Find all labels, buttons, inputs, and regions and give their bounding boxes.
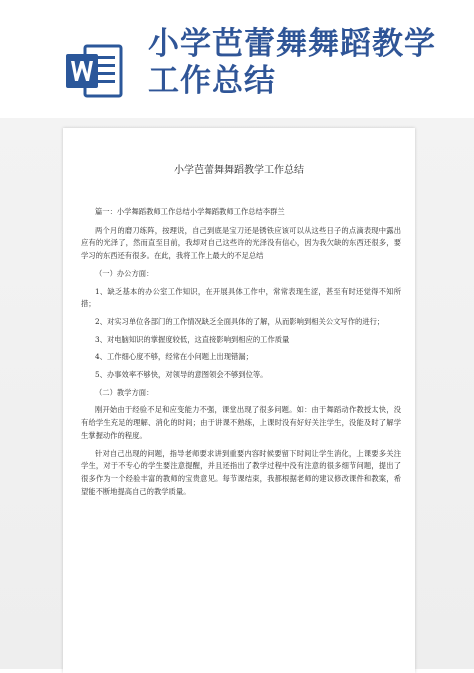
banner-header	[0, 0, 474, 110]
word-document-icon	[63, 40, 125, 102]
section-heading: （一）办公方面：	[95, 268, 154, 278]
document-title: 小学芭蕾舞舞蹈教学工作总结	[174, 165, 304, 176]
paragraph: 刚开始由于经验不足和应变能力不强，课堂出现了很多问题。如：由于舞蹈动作教授太快，没有给学生充足的理解、消化的时间；由于讲课不熟练，上课时没有好好关注学生，没能及时了解学生掌握动作的程度。	[81, 405, 401, 440]
document-body	[81, 206, 401, 503]
section-heading: （二）教学方面：	[95, 387, 154, 397]
paragraph: 2、对实习单位各部门的工作情况缺乏全面具体的了解，从而影响到相关公文写作的进行；	[95, 316, 385, 326]
paragraph: 5、办事效率不够快，对领导的意图领会不够到位等。	[95, 370, 268, 380]
document-page	[63, 128, 415, 673]
banner-title: 小学芭蕾舞舞蹈教学工作总结	[148, 26, 436, 99]
paragraph: 1、缺乏基本的办公室工作知识，在开展具体工作中，常常表现生涩，甚至有时还觉得不知所措；	[81, 286, 401, 309]
paragraph: 篇一：小学舞蹈教师工作总结小学舞蹈教师工作总结李群兰	[95, 207, 285, 216]
paragraph: 两个月的磨刀练阵，按理说，自己到底是宝刀还是锈铁应该可以从这些日子的点滴表现中露出应有的光泽了，然而直至目前，我却对自己这些许的光泽没有信心，因为我欠缺的东西还很多，要学习的东西还有很多。在此，我将工作上最大的不足总结	[81, 225, 401, 261]
paragraph: 针对自己出现的问题，指导老师要求讲到重要内容时候要留下时间让学生消化，上课要多关注学生，对于不专心的学生要注意提醒，并且还指出了教学过程中没有注意的很多细节问题，提出了很多作为一个经验丰富的教师的宝贵意见。每节课结束，我都根据老师的建议修改课件和教案，希望能不断地提高自己的教学质量。	[81, 448, 401, 496]
paragraph: 4、工作细心度不够，经常在小问题上出现错漏；	[95, 352, 253, 362]
paragraph: 3、对电脑知识的掌握度较低，这直接影响到相应的工作质量	[95, 334, 290, 344]
